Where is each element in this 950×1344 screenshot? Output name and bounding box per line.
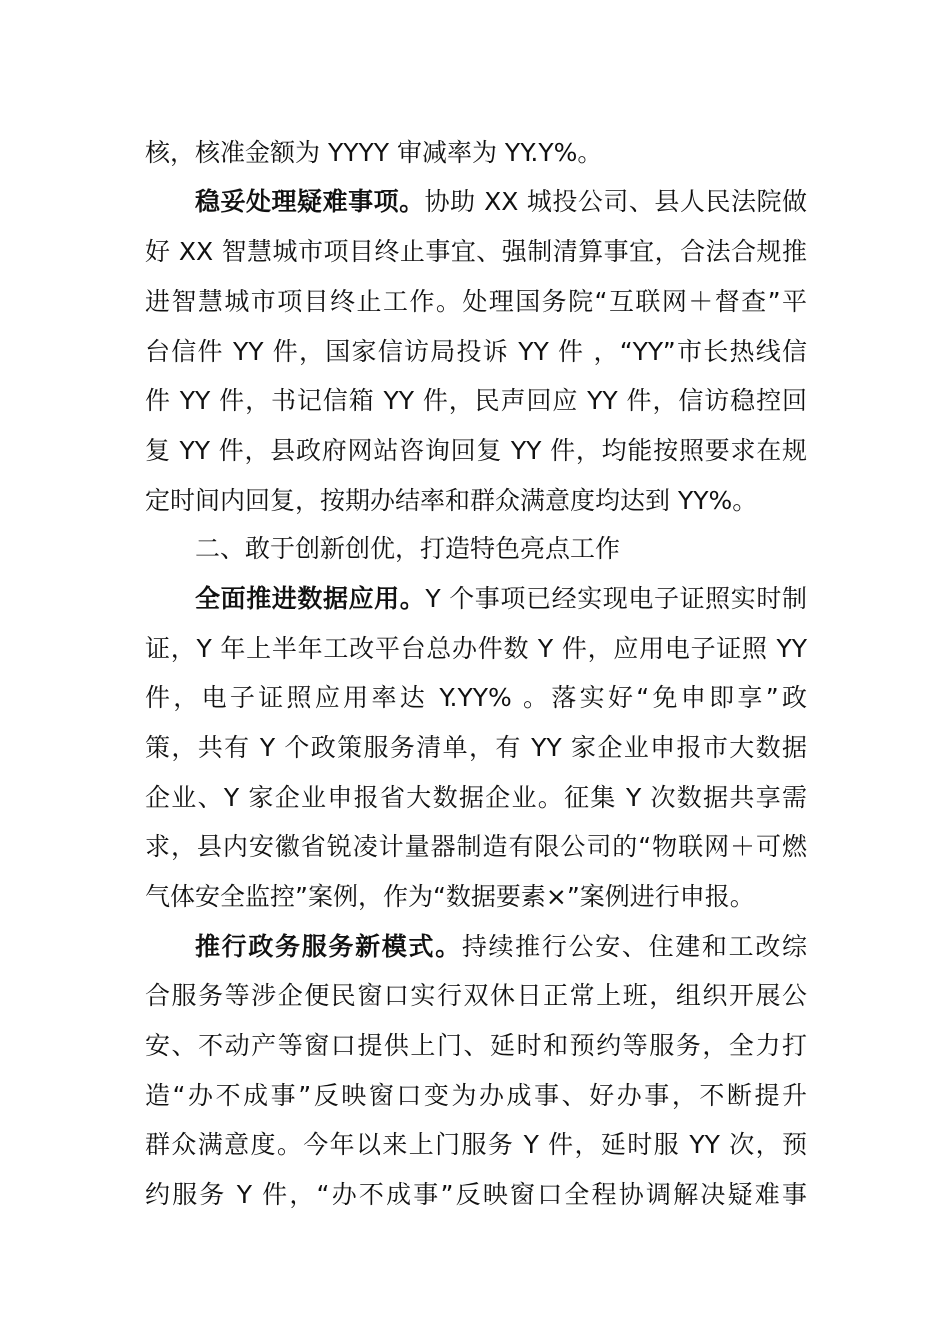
text-line: 造“办不成事”反映窗口变为办成事、好办事，不断提升 — [145, 1081, 807, 1110]
text-line: 策，共有 Y 个政策服务清单，有 YY 家企业申报市大数据 — [145, 733, 807, 762]
text-line: 群众满意度。今年以来上门服务 Y 件，延时服 YY 次，预 — [145, 1130, 807, 1159]
text-line: 核，核准金额为 YYYY 审减率为 YY.Y%。 — [145, 138, 603, 167]
text-span: 协助 XX 城投公司、县人民法院做 — [424, 187, 807, 216]
text-line: 件 YY 件，书记信箱 YY 件，民声回应 YY 件，信访稳控回 — [145, 386, 807, 415]
text-line: 证，Y 年上半年工改平台总办件数 Y 件，应用电子证照 YY — [145, 634, 807, 663]
text-line: 进智慧城市项目终止工作。处理国务院“互联网＋督查”平 — [145, 287, 807, 316]
paragraph-lead-heading: 稳妥处理疑难事项。 — [195, 187, 425, 216]
section-heading: 二、敢于创新创优，打造特色亮点工作 — [195, 534, 621, 563]
text-line: 台信件 YY 件，国家信访局投诉 YY 件 ，“YY”市长热线信 — [145, 337, 807, 366]
text-line: 企业、Y 家企业申报省大数据企业。征集 Y 次数据共享需 — [145, 783, 807, 812]
text-line — [195, 182, 807, 222]
text-line — [195, 579, 807, 619]
text-span: 持续推行公安、住建和工改综 — [461, 932, 807, 961]
text-line: 件，电子证照应用率达 Y.YY% 。落实好“免申即享”政 — [145, 683, 807, 712]
text-line: 安、不动产等窗口提供上门、延时和预约等服务，全力打 — [145, 1031, 807, 1060]
text-line: 约服务 Y 件，“办不成事”反映窗口全程协调解决疑难事 — [145, 1180, 807, 1209]
text-line: 复 YY 件，县政府网站咨询回复 YY 件，均能按照要求在规 — [145, 436, 807, 465]
paragraph-lead-heading: 推行政务服务新模式。 — [195, 932, 462, 961]
text-line — [195, 927, 807, 967]
paragraph-lead-heading: 全面推进数据应用。 — [195, 584, 426, 613]
text-line: 合服务等涉企便民窗口实行双休日正常上班，组织开展公 — [145, 981, 807, 1010]
text-line: 气体安全监控”案例，作为“数据要素×”案例进行申报。 — [145, 882, 755, 911]
text-line: 求，县内安徽省锐凌计量器制造有限公司的“物联网＋可燃 — [145, 832, 807, 861]
text-line: 好 XX 智慧城市项目终止事宜、强制清算事宜，合法合规推 — [145, 237, 807, 266]
text-line: 定时间内回复，按期办结率和群众满意度均达到 YY%。 — [145, 486, 758, 515]
text-span: Y 个事项已经实现电子证照实时制 — [425, 584, 807, 613]
